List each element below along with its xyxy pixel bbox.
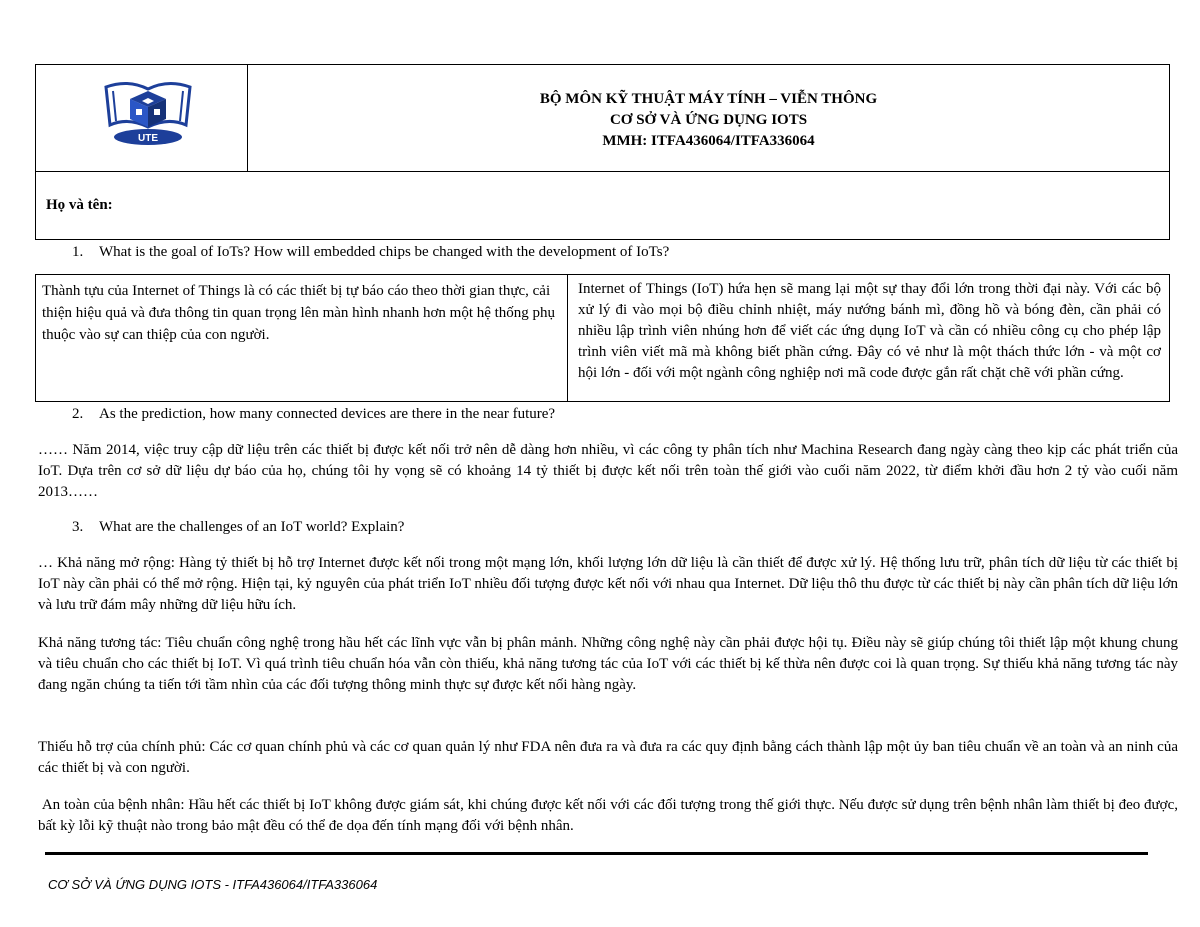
question-text: As the prediction, how many connected devices are there in the near future? xyxy=(99,406,556,422)
answer-3-government: Thiếu hỗ trợ của chính phủ: Các cơ quan chính phủ và các cơ quan quản lý như FDA nên đưa ra và đưa ra các quy định bằng cách thành lập một ủy ban tiêu chuẩn về an toàn và an ninh của các thiết bị và con người. xyxy=(38,739,1178,776)
name-label: Họ và tên: xyxy=(46,197,113,213)
footer-text: CƠ SỞ VÀ ỨNG DỤNG IOTS - ITFA436064/ITFA336064 xyxy=(48,877,378,892)
ute-logo xyxy=(98,77,198,147)
logo-cell xyxy=(36,65,248,171)
question-2 xyxy=(72,406,555,423)
answer-table-1 xyxy=(35,274,1170,402)
question-text: What is the goal of IoTs? How will embedded chips be changed with the development of IoTs? xyxy=(99,244,670,260)
question-number: 3. xyxy=(72,519,84,535)
course-title: CƠ SỞ VÀ ỨNG DỤNG IOTS xyxy=(609,112,808,128)
answer-3-scalability: … Khả năng mở rộng: Hàng tỷ thiết bị hỗ trợ Internet được kết nối trong một mạng lớn, khối lượng lớn dữ liệu là cần thiết để được xử lý. Hệ thống lưu trữ, phân tích dữ liệu từ các thiết bị IoT này cần phải có thể mở rộng. Hiện tại, kỷ nguyên của phát triển IoT nhiều đối tượng được kết nối với nhau qua Internet. Dữ liệu thô thu được từ các thiết bị này cần phân tích dữ liệu lớn và lưu trữ đám mây những dữ liệu hữu ích. xyxy=(38,555,1178,613)
question-number: 2. xyxy=(72,406,84,422)
header-table xyxy=(35,64,1170,240)
question-text: What are the challenges of an IoT world? Explain? xyxy=(99,519,405,535)
department-title: BỘ MÔN KỸ THUẬT MÁY TÍNH – VIỄN THÔNG xyxy=(539,91,878,107)
logo-text: UTE xyxy=(138,133,158,144)
question-number: 1. xyxy=(72,244,84,260)
answer-1-left: Thành tựu của Internet of Things là có các thiết bị tự báo cáo theo thời gian thực, cải thiện hiệu quả và đưa thông tin quan trọng lên màn hình nhanh hơn một hệ thống phụ thuộc vào sự can thiệp của con người. xyxy=(36,275,568,401)
question-1 xyxy=(72,244,669,261)
header-title xyxy=(248,65,1169,171)
footer-divider xyxy=(45,852,1148,855)
answer-3-interoperability: Khả năng tương tác: Tiêu chuẩn công nghệ trong hầu hết các lĩnh vực vẫn bị phân mảnh. Những công nghệ này cần phải được hội tụ. Điều này sẽ giúp chúng tôi thiết lập một khung chung và tiêu chuẩn cho các thiết bị IoT. Vì quá trình tiêu chuẩn hóa vẫn còn thiếu, khả năng tương tác của IoT với các thiết bị kế thừa nên được coi là quan trọng. Sự thiếu khả năng tương tác này đang ngăn chúng ta tiến tới tầm nhìn của các đối tượng thông minh thực sự được kết nối hàng ngày. xyxy=(38,635,1178,693)
name-row xyxy=(36,171,1169,239)
answer-2: …… Năm 2014, việc truy cập dữ liệu trên các thiết bị được kết nối trở nên dễ dàng hơn nhiều, vì các công ty phân tích như Machina Research đang ngày càng theo kịp các phát triển của IoT. Dựa trên cơ sở dữ liệu dự báo của họ, chúng tôi hy vọng sẽ có khoảng 14 tỷ thiết bị được kết nối trên toàn thế giới vào cuối năm 2022, từ điểm khởi đầu hơn 2 tỷ vào cuối năm 2013…… xyxy=(38,442,1178,500)
question-3 xyxy=(72,519,404,536)
answer-3-patient-safety: An toàn của bệnh nhân: Hầu hết các thiết bị IoT không được giám sát, khi chúng được kết nối với các đối tượng trong thế giới thực. Nếu được sử dụng trên bệnh nhân làm thiết bị đeo được, bất kỳ lỗi kỹ thuật nào trong bảo mật đều có thể đe dọa đến tính mạng đối với bệnh nhân. xyxy=(38,797,1182,834)
course-code: MMH: ITFA436064/ITFA336064 xyxy=(602,133,815,149)
answer-1-right: Internet of Things (IoT) hứa hẹn sẽ mang lại một sự thay đổi lớn trong thời đại này. Với các bộ xử lý đi vào mọi bộ điều chỉnh nhiệt, máy nướng bánh mì, đồng hồ và bóng đèn, cần phải có nhiều lập trình viên nhúng hơn để viết các ứng dụng IoT và cần có nhiều công cụ cho phép lập trình viên viết mã mà không biết phần cứng. Đây có vẻ như là một thách thức lớn - và một cơ hội lớn - đối với một ngành công nghiệp nơi mã code được gắn rất chặt chẽ với phần cứng. xyxy=(578,281,1161,381)
